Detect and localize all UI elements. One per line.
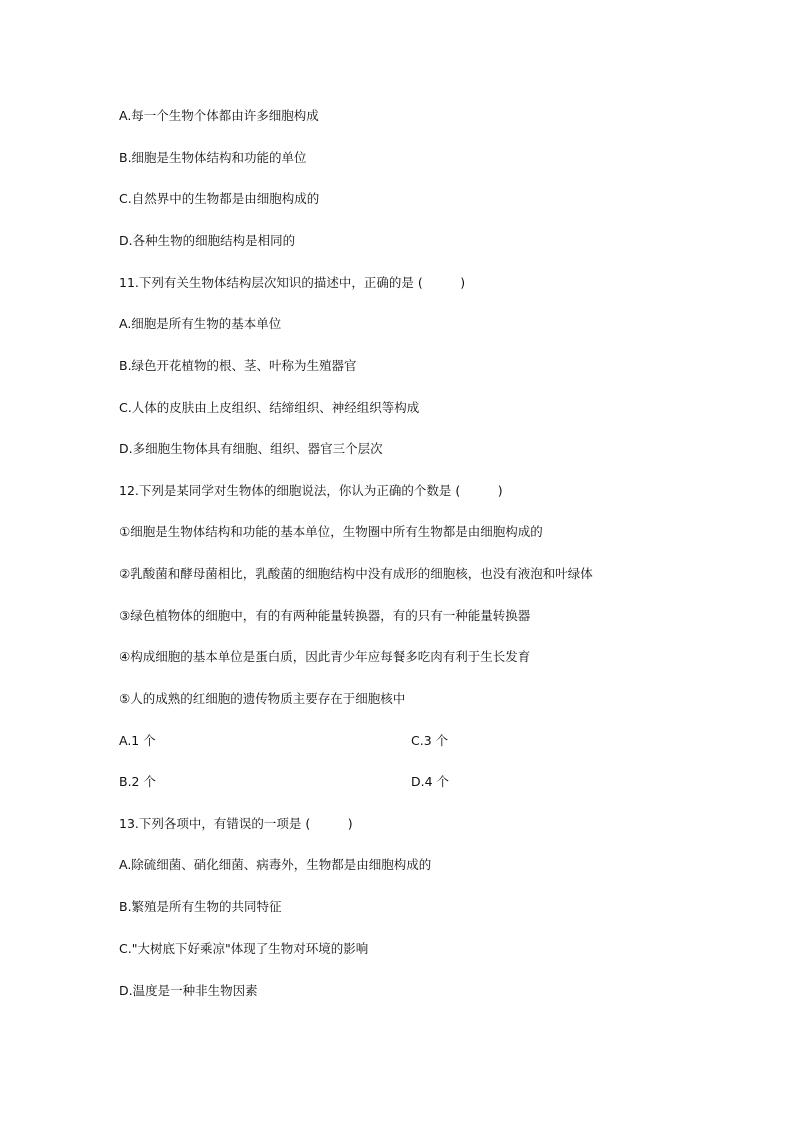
q13-option-d: D.温度是一种非生物因素 — [119, 983, 258, 998]
q12-option-a: A.1 个 — [119, 733, 156, 748]
q13-option-c: C."大树底下好乘凉"体现了生物对环境的影响 — [119, 941, 369, 956]
q11-option-b: B.绿色开花植物的根、茎、叶称为生殖器官 — [119, 358, 357, 373]
q12-option-b: B.2 个 — [119, 774, 156, 789]
q11-stem: 11.下列有关生物体结构层次知识的描述中，正确的是 ( ) — [119, 275, 466, 290]
q11-option-a: A.细胞是所有生物的基本单位 — [119, 316, 282, 331]
q13-option-a: A.除硫细菌、硝化细菌、病毒外，生物都是由细胞构成的 — [119, 857, 432, 872]
q13-stem: 13.下列各项中，有错误的一项是 ( ) — [119, 816, 353, 831]
q11-option-d: D.多细胞生物体具有细胞、组织、器官三个层次 — [119, 441, 383, 456]
q10-option-d: D.各种生物的细胞结构是相同的 — [119, 233, 296, 248]
q11-option-c: C.人体的皮肤由上皮组织、结缔组织、神经组织等构成 — [119, 400, 420, 415]
q12-option-c: C.3 个 — [411, 733, 449, 748]
q12-statement-5: ⑤人的成熟的红细胞的遗传物质主要存在于细胞核中 — [119, 691, 406, 706]
q12-stem: 12.下列是某同学对生物体的细胞说法，你认为正确的个数是 ( ) — [119, 483, 503, 498]
q10-option-c: C.自然界中的生物都是由细胞构成的 — [119, 191, 320, 206]
q10-option-b: B.细胞是生物体结构和功能的单位 — [119, 150, 307, 165]
q12-option-d: D.4 个 — [411, 774, 450, 789]
q13-option-b: B.繁殖是所有生物的共同特征 — [119, 899, 282, 914]
q12-statement-3: ③绿色植物体的细胞中，有的有两种能量转换器，有的只有一种能量转换器 — [119, 608, 531, 623]
q10-option-a: A.每一个生物个体都由许多细胞构成 — [119, 108, 319, 123]
q12-statement-1: ①细胞是生物体结构和功能的基本单位，生物圈中所有生物都是由细胞构成的 — [119, 524, 543, 539]
q12-statement-2: ②乳酸菌和酵母菌相比，乳酸菌的细胞结构中没有成形的细胞核，也没有液泡和叶绿体 — [119, 566, 593, 581]
q12-statement-4: ④构成细胞的基本单位是蛋白质，因此青少年应每餐多吃肉有利于生长发育 — [119, 649, 531, 664]
